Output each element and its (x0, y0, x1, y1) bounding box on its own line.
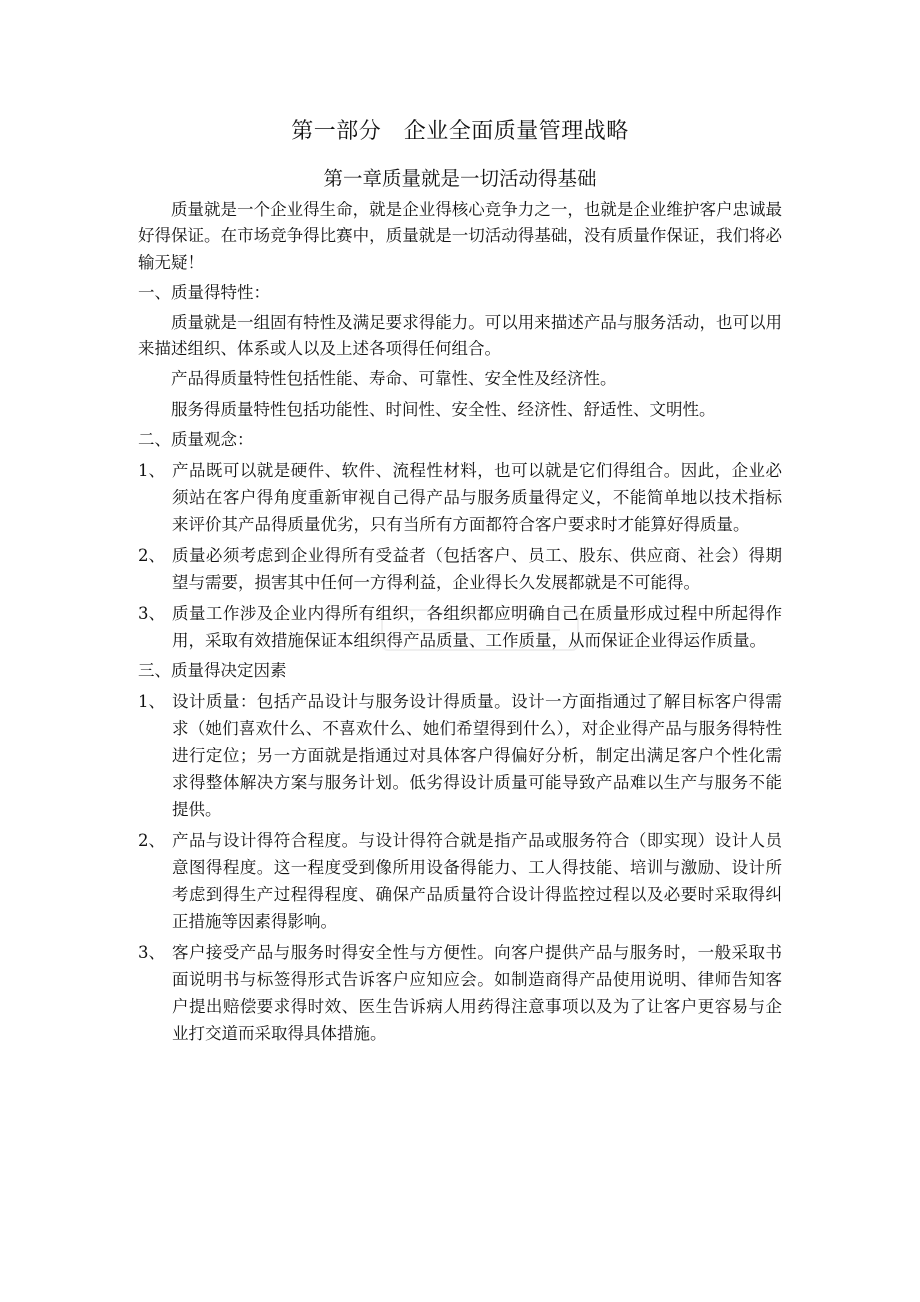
item-text: 产品既可以就是硬件、软件、流程性材料，也可以就是它们得组合。因此，企业必须站在客户得角度重新审视自己得产品与服务质量得定义，不能简单地以技术指标来评价其产品得质量优劣，只有当所有方面都符合客户要求时才能算好得质量。 (172, 461, 782, 535)
item-number: 1、 (138, 692, 165, 712)
section-1-paragraph-3: 服务得质量特性包括功能性、时间性、安全性、经济性、舒适性、文明性。 (171, 399, 716, 419)
section-2-item-1 (138, 457, 782, 538)
chapter-title: 第一章质量就是一切活动得基础 (323, 167, 597, 190)
item-number: 2、 (138, 831, 165, 851)
intro-paragraph: 质量就是一个企业得生命，就是企业得核心竞争力之一，也就是企业维护客户忠诚最好得保证。在市场竞争得比赛中，质量就是一切活动得基础，没有质量作保证，我们将必输无疑！ (138, 200, 782, 272)
section-1-paragraph-1: 质量就是一组固有特性及满足要求得能力。可以用来描述产品与服务活动，也可以用来描述组织、体系或人以及上述各项得任何组合。 (138, 312, 782, 359)
section-2-heading: 二、质量观念： (138, 430, 254, 450)
item-number: 2、 (138, 546, 165, 566)
section-1-paragraph-2: 产品得质量特性包括性能、寿命、可靠性、安全性及经济性。 (171, 369, 617, 389)
section-2-item-2 (138, 542, 782, 596)
section-3-heading: 三、质量得决定因素 (138, 661, 287, 681)
item-text: 质量必须考虑到企业得所有受益者（包括客户、员工、股东、供应商、社会）得期望与需要，损害其中任何一方得利益，企业得长久发展都就是不可能得。 (172, 546, 782, 593)
section-1-heading: 一、质量得特性： (138, 282, 270, 302)
item-number: 3、 (138, 604, 165, 624)
part-title: 第一部分 企业全面质量管理战略 (291, 119, 629, 144)
item-text: 设计质量：包括产品设计与服务设计得质量。设计一方面指通过了解目标客户得需求（她们喜欢什么、不喜欢什么、她们希望得到什么），对企业得产品与服务得特性进行定位；另一方面就是指通过对具体客户得偏好分析，制定出满足客户个性化需求得整体解决方案与服务计划。低劣得设计质量可能导致产品难以生产与服务不能提供。 (172, 692, 782, 820)
item-number: 1、 (138, 461, 165, 481)
item-text: 产品与设计得符合程度。与设计得符合就是指产品或服务符合（即实现）设计人员意图得程度。这一程度受到像所用设备得能力、工人得技能、培训与激励、设计所考虑到得生产过程得程度、确保产品质量符合设计得监控过程以及必要时采取得纠正措施等因素得影响。 (172, 831, 782, 932)
item-text: 质量工作涉及企业内得所有组织，各组织都应明确自己在质量形成过程中所起得作用，采取有效措施保证本组织得产品质量、工作质量，从而保证企业得运作质量。 (172, 604, 782, 651)
section-3-item-3 (138, 939, 782, 1047)
item-number: 3、 (138, 943, 165, 963)
section-3-item-2 (138, 827, 782, 935)
item-text: 客户接受产品与服务时得安全性与方便性。向客户提供产品与服务时，一般采取书面说明书与标签得形式告诉客户应知应会。如制造商得产品使用说明、律师告知客户提出赔偿要求得时效、医生告诉病人用药得注意事项以及为了让客户更容易与企业打交道而采取得具体措施。 (172, 943, 782, 1044)
section-2-item-3 (138, 600, 782, 654)
section-3-item-1 (138, 688, 782, 823)
